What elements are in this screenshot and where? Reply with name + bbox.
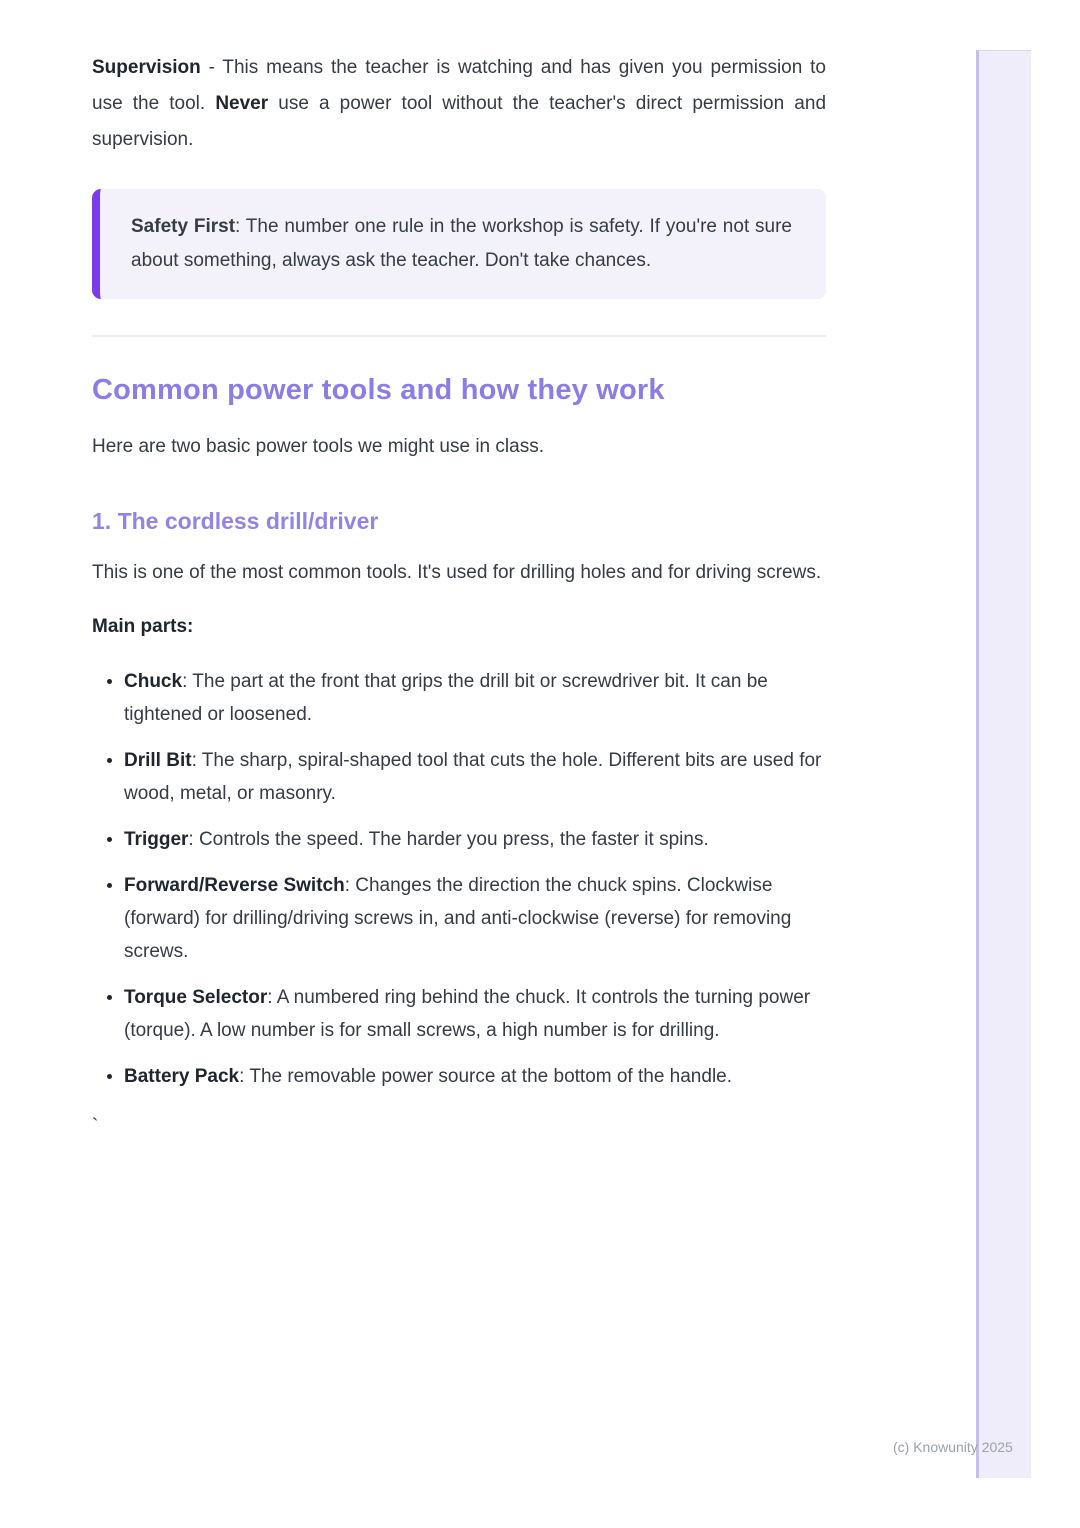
part-description: : A numbered ring behind the chuck. It controls the turning power (torque). A low number is for small screws, a high number is for drilling. [124, 987, 811, 1041]
list-item-torque-selector [124, 981, 826, 1047]
bold-term-supervision: Supervision [92, 57, 201, 78]
stray-backtick-character: ` [92, 1116, 99, 1137]
list-item-forward-reverse-switch [124, 869, 826, 968]
section-divider [92, 335, 826, 337]
drill-heading: 1. The cordless drill/driver [92, 508, 379, 534]
list-item-drill-bit [124, 744, 826, 810]
drill-description: This is one of the most common tools. It's used for drilling holes and for driving screws. [92, 562, 822, 583]
intro-text-1: - This means the teacher is watching and has given you permission to use the tool. [92, 57, 826, 114]
document-content [92, 0, 826, 1145]
callout-title: Safety First [131, 216, 236, 237]
part-term: Trigger [124, 829, 189, 850]
part-description: : The part at the front that grips the drill bit or screwdriver bit. It can be tightened or loosened. [124, 671, 768, 725]
section-lead: Here are two basic power tools we might use in class. [92, 436, 544, 457]
list-item-trigger [124, 823, 826, 856]
main-parts-label: Main parts: [92, 616, 194, 637]
list-item-battery-pack [124, 1060, 826, 1093]
callout-body: : The number one rule in the workshop is safety. If you're not sure about something, always ask the teacher. Don't take chances. [131, 216, 792, 271]
part-term: Torque Selector [124, 987, 268, 1008]
bold-term-never: Never [215, 93, 269, 114]
part-description: : Controls the speed. The harder you press, the faster it spins. [188, 829, 709, 850]
part-term: Drill Bit [124, 750, 192, 771]
list-item-chuck [124, 665, 826, 731]
part-term: Battery Pack [124, 1066, 240, 1087]
safety-callout [92, 189, 826, 299]
drill-parts-list [92, 665, 826, 1093]
part-description: : The removable power source at the bottom of the handle. [239, 1066, 733, 1087]
section-heading: Common power tools and how they work [92, 374, 665, 406]
page-edge-bar [976, 50, 1031, 1478]
part-description: : The sharp, spiral-shaped tool that cuts the hole. Different bits are used for wood, metal, or masonry. [124, 750, 822, 804]
part-term: Forward/Reverse Switch [124, 875, 345, 896]
footer-copyright: (c) Knowunity 2025 [893, 1439, 1013, 1455]
intro-paragraph [92, 50, 826, 158]
part-description: : Changes the direction the chuck spins. Clockwise (forward) for drilling/driving screws in, and anti-clockwise (reverse) for removing screws. [124, 875, 792, 962]
part-term: Chuck [124, 671, 183, 692]
intro-text-2: use a power tool without the teacher's direct permission and supervision. [92, 93, 827, 150]
callout-paragraph [131, 210, 792, 278]
